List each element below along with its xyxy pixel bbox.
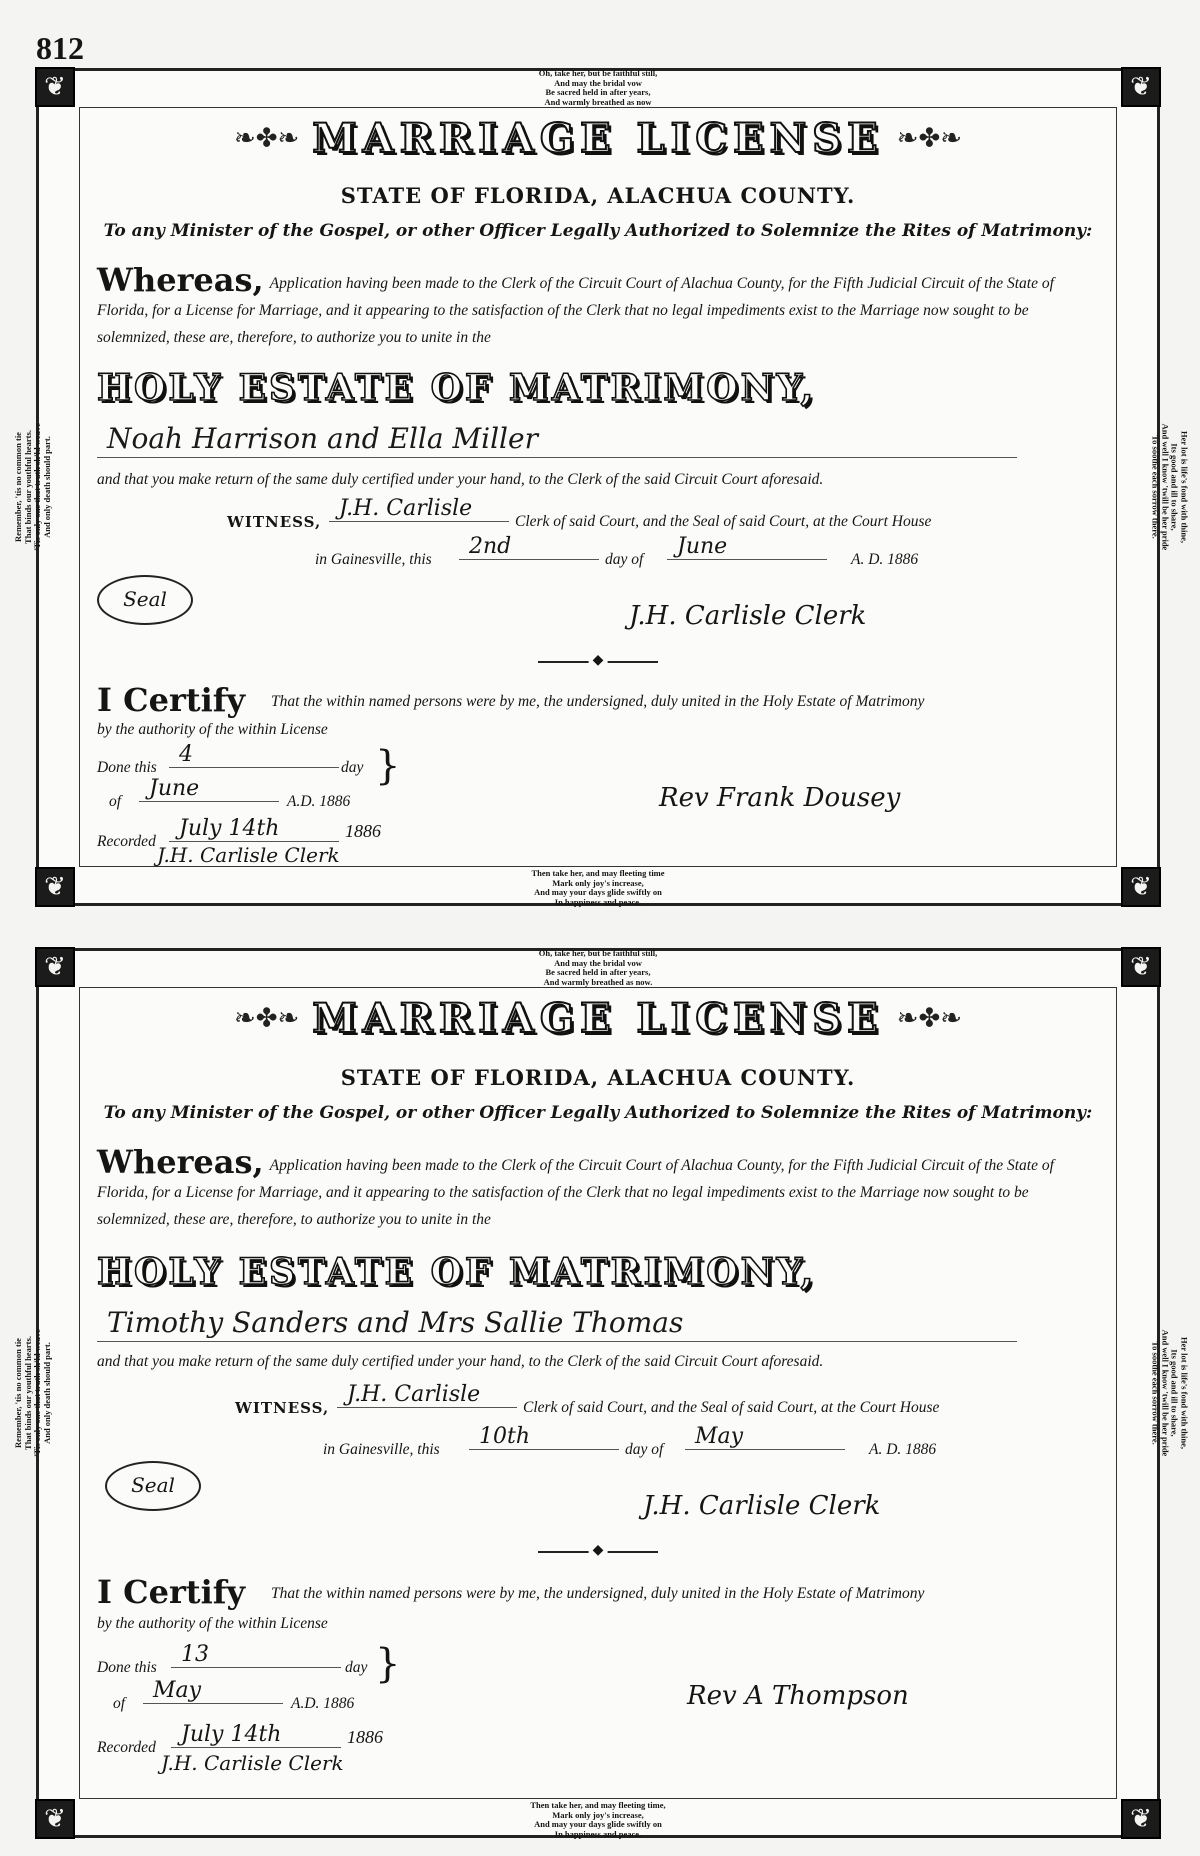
- witness-label: WITNESS,: [227, 513, 322, 531]
- certify-word: I Certify: [97, 681, 246, 719]
- of-label: of: [109, 793, 122, 810]
- corner-ornament-icon: ❦: [35, 867, 75, 907]
- ad-year: A. D. 1886: [869, 1441, 937, 1458]
- corner-ornament-icon: ❦: [35, 947, 75, 987]
- court-seal: Seal: [97, 575, 193, 625]
- witness-label: WITNESS,: [235, 1399, 330, 1417]
- marriage-license-1: [12, 68, 1190, 907]
- side-verse-right: Her lot is life's fond with thine, Its good and ill to share, And well I know 'twill be her pride To soothe each sorrow there.: [1151, 423, 1190, 551]
- recorded-year: 1886: [347, 1727, 383, 1747]
- section-divider: [538, 1551, 658, 1553]
- corner-ornament-icon: ❦: [1121, 867, 1161, 907]
- recorded-label: Recorded: [97, 833, 156, 850]
- done-day-field: 13: [171, 1641, 341, 1668]
- brace-icon: }: [375, 1641, 401, 1687]
- clerk-signature: J.H. Carlisle Clerk: [629, 601, 867, 631]
- recorded-signature: J.H. Carlisle Clerk: [157, 843, 340, 867]
- done-day-field: 4: [169, 741, 339, 768]
- scroll-ornament-icon: ❧✤❧: [233, 1003, 300, 1034]
- in-gainesville: in Gainesville, this: [315, 551, 432, 568]
- done-ad: A.D. 1886: [291, 1695, 355, 1712]
- corner-ornament-icon: ❦: [35, 1799, 75, 1839]
- title-row: [39, 115, 1157, 162]
- certify-text: That the within named persons were by me, the undersigned, duly united in the Holy Estate of Matrimony: [271, 1585, 925, 1602]
- whereas-word: Whereas,: [97, 1143, 264, 1181]
- holy-estate-heading: HOLY ESTATE OF MATRIMONY,: [97, 367, 817, 409]
- license-day-field: 2nd: [459, 533, 599, 560]
- done-month-field: May: [143, 1677, 283, 1704]
- title-row: [39, 995, 1157, 1042]
- minister-signature: Rev Frank Dousey: [659, 783, 901, 813]
- scroll-ornament-icon: ❧✤❧: [233, 123, 300, 154]
- recorded-date-field: July 14th: [171, 1721, 341, 1748]
- clerk-signature: J.H. Carlisle Clerk: [643, 1491, 881, 1521]
- state-county: STATE OF FLORIDA, ALACHUA COUNTY.: [340, 183, 856, 208]
- witness-signature: J.H. Carlisle: [337, 1381, 517, 1408]
- done-month-field: June: [139, 775, 279, 802]
- names-field: [97, 1303, 1017, 1342]
- corner-ornament-icon: ❦: [1121, 67, 1161, 107]
- side-verse-left: Remember, 'tis no common tie That binds our youthful hearts. 'Tis only one that truth sh'ld weave And only death should part.: [12, 423, 52, 551]
- court-seal: Seal: [105, 1461, 201, 1511]
- ad-year: A. D. 1886: [851, 551, 919, 568]
- whereas-text: Application having been made to the Clerk of the Circuit Court of Alachua County, for the Fifth Judicial Circuit of the State of Florida, for a License for Marriage, and it appearing to the satisfaction of the Clerk that no legal impediments exist to the Marriage now sought to be solemnized, these are, therefore, to authorize you to unite in the: [97, 275, 1054, 346]
- day-of-label: day of: [605, 551, 644, 568]
- day-of-label: day of: [625, 1441, 664, 1458]
- done-this-label: Done this: [97, 1659, 157, 1676]
- return-text: and that you make return of the same duly certified under your hand, to the Clerk of the said Circuit Court aforesaid.: [97, 1353, 824, 1370]
- whereas-paragraph: [97, 1143, 1099, 1233]
- return-text: and that you make return of the same duly certified under your hand, to the Clerk of the said Circuit Court aforesaid.: [97, 471, 824, 488]
- authority-text: by the authority of the within License: [97, 1615, 328, 1632]
- license-title: MARRIAGE LICENSE: [312, 995, 884, 1042]
- scroll-ornament-icon: ❧✤❧: [896, 123, 963, 154]
- license-title: MARRIAGE LICENSE: [312, 115, 884, 162]
- done-this-label: Done this: [97, 759, 157, 776]
- minister-signature: Rev A Thompson: [687, 1681, 909, 1711]
- recorded-date-field: July 14th: [169, 815, 339, 842]
- day-label: day: [345, 1659, 368, 1676]
- license-month-field: May: [685, 1423, 845, 1450]
- names-handwritten: Timothy Sanders and Mrs Sallie Thomas: [107, 1306, 684, 1339]
- certify-word: I Certify: [97, 1573, 246, 1611]
- side-verse-right: Her lot is life's fond with thine, Its good and ill to share, And well I know 'twill be her pride To soothe each sorrow there.: [1151, 1329, 1190, 1457]
- poem-top: Oh, take her, but be faithful still, And may the bridal vow Be sacred held in after years, And warmly breathed as now.: [538, 948, 658, 987]
- whereas-paragraph: [97, 261, 1099, 351]
- marriage-license-2: [12, 948, 1190, 1839]
- holy-estate-heading: HOLY ESTATE OF MATRIMONY,: [97, 1251, 817, 1293]
- license-month-field: June: [667, 533, 827, 560]
- side-verse-left: Remember, 'tis no common tie That binds our youthful hearts. 'Tis only one that truth sh'ld weave And only death should part.: [12, 1329, 52, 1457]
- witness-signature: J.H. Carlisle: [329, 495, 509, 522]
- clerk-text: Clerk of said Court, and the Seal of said Court, at the Court House: [515, 513, 932, 530]
- recorded-signature: J.H. Carlisle Clerk: [161, 1751, 344, 1775]
- scroll-ornament-icon: ❧✤❧: [896, 1003, 963, 1034]
- poem-top: Oh, take her, but be faithful still, And may the bridal vow Be sacred held in after years, And warmly breathed as now: [538, 68, 658, 107]
- corner-ornament-icon: ❦: [35, 67, 75, 107]
- state-county: STATE OF FLORIDA, ALACHUA COUNTY.: [340, 1065, 856, 1090]
- address-line: To any Minister of the Gospel, or other Officer Legally Authorized to Solemnize the Rites of Matrimony:: [103, 221, 1093, 241]
- recorded-label: Recorded: [97, 1739, 156, 1756]
- of-label: of: [113, 1695, 126, 1712]
- license-day-field: 10th: [469, 1423, 619, 1450]
- corner-ornament-icon: ❦: [1121, 947, 1161, 987]
- poem-bottom: Then take her, and may fleeting time, Mark only joy's increase, And may your days glide swiftly on In happiness and peace.: [530, 1800, 666, 1839]
- names-field: [97, 419, 1017, 458]
- certify-text: That the within named persons were by me, the undersigned, duly united in the Holy Estate of Matrimony: [271, 693, 925, 710]
- whereas-text: Application having been made to the Clerk of the Circuit Court of Alachua County, for the Fifth Judicial Circuit of the State of Florida, for a License for Marriage, and it appearing to the satisfaction of the Clerk that no legal impediments exist to the Marriage now sought to be solemnized, these are, therefore, to authorize you to unite in the: [97, 1157, 1054, 1228]
- poem-bottom: Then take her, and may fleeting time Mark only joy's increase, And may your days glide swiftly on In happiness and peace.: [531, 868, 665, 907]
- corner-ornament-icon: ❦: [1121, 1799, 1161, 1839]
- page-number: 812: [36, 30, 84, 66]
- whereas-word: Whereas,: [97, 261, 264, 299]
- done-ad: A.D. 1886: [287, 793, 351, 810]
- clerk-text: Clerk of said Court, and the Seal of said Court, at the Court House: [523, 1399, 940, 1416]
- in-gainesville: in Gainesville, this: [323, 1441, 440, 1458]
- recorded-year: 1886: [345, 821, 381, 841]
- brace-icon: }: [375, 743, 401, 789]
- authority-text: by the authority of the within License: [97, 721, 328, 738]
- section-divider: [538, 661, 658, 663]
- address-line: To any Minister of the Gospel, or other Officer Legally Authorized to Solemnize the Rites of Matrimony:: [103, 1103, 1093, 1123]
- names-handwritten: Noah Harrison and Ella Miller: [107, 422, 538, 455]
- day-label: day: [341, 759, 364, 776]
